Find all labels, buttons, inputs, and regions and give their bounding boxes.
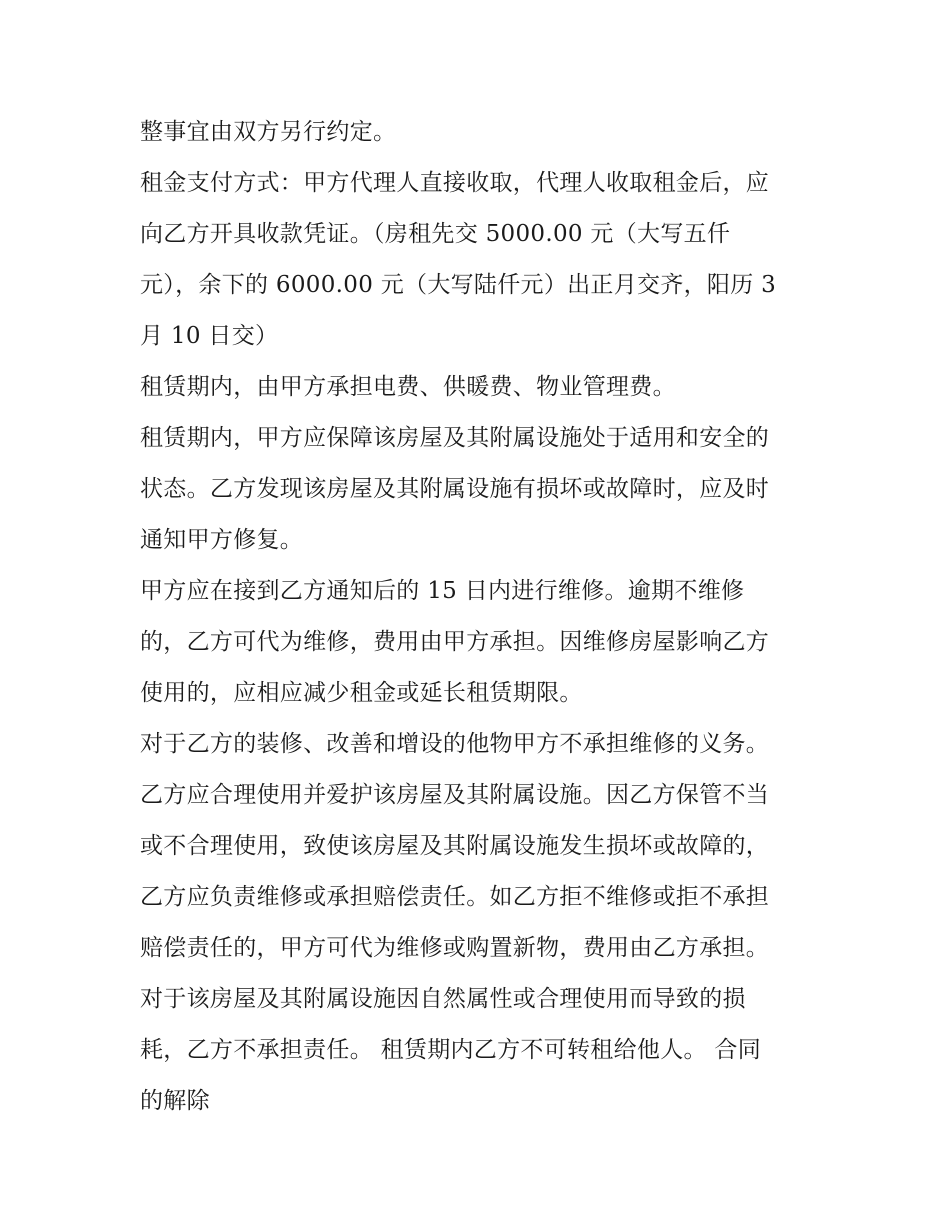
text-line: 乙方应合理使用并爱护该房屋及其附属设施。因乙方保管不当 [140, 782, 770, 808]
text-line: 整事宜由双方另行约定。 [140, 119, 397, 145]
text-line: 对于乙方的装修、改善和增设的他物甲方不承担维修的义务。 [140, 731, 770, 757]
text-line: 甲方应在接到乙方通知后的 15 日内进行维修。逾期不维修 [140, 578, 745, 604]
text-line: 的解除 [140, 1088, 210, 1114]
text-line: 租赁期内，甲方应保障该房屋及其附属设施处于适用和安全的 [140, 425, 770, 451]
text-line: 耗，乙方不承担责任。 租赁期内乙方不可转租给他人。 合同 [140, 1037, 762, 1063]
text-line: 对于该房屋及其附属设施因自然属性或合理使用而导致的损 [140, 986, 746, 1012]
text-line: 的，乙方可代为维修，费用由甲方承担。因维修房屋影响乙方 [140, 629, 770, 655]
text-line: 租赁期内，由甲方承担电费、供暖费、物业管理费。 [140, 374, 676, 400]
text-line: 状态。乙方发现该房屋及其附属设施有损坏或故障时，应及时 [140, 476, 770, 502]
text-line: 向乙方开具收款凭证。（房租先交 5000.00 元（大写五仟 [140, 221, 731, 247]
contract-body-text [140, 107, 820, 1127]
text-line: 月 10 日交） [140, 323, 279, 349]
text-line: 乙方应负责维修或承担赔偿责任。如乙方拒不维修或拒不承担 [140, 884, 770, 910]
text-line: 赔偿责任的，甲方可代为维修或购置新物，费用由乙方承担。 [140, 935, 770, 961]
text-line: 通知甲方修复。 [140, 527, 304, 553]
text-line: 租金支付方式：甲方代理人直接收取，代理人收取租金后，应 [140, 170, 770, 196]
text-line: 使用的，应相应减少租金或延长租赁期限。 [140, 680, 583, 706]
text-line: 元），余下的 6000.00 元（大写陆仟元）出正月交齐，阳历 3 [140, 272, 777, 298]
text-line: 或不合理使用，致使该房屋及其附属设施发生损坏或故障的， [140, 833, 770, 859]
